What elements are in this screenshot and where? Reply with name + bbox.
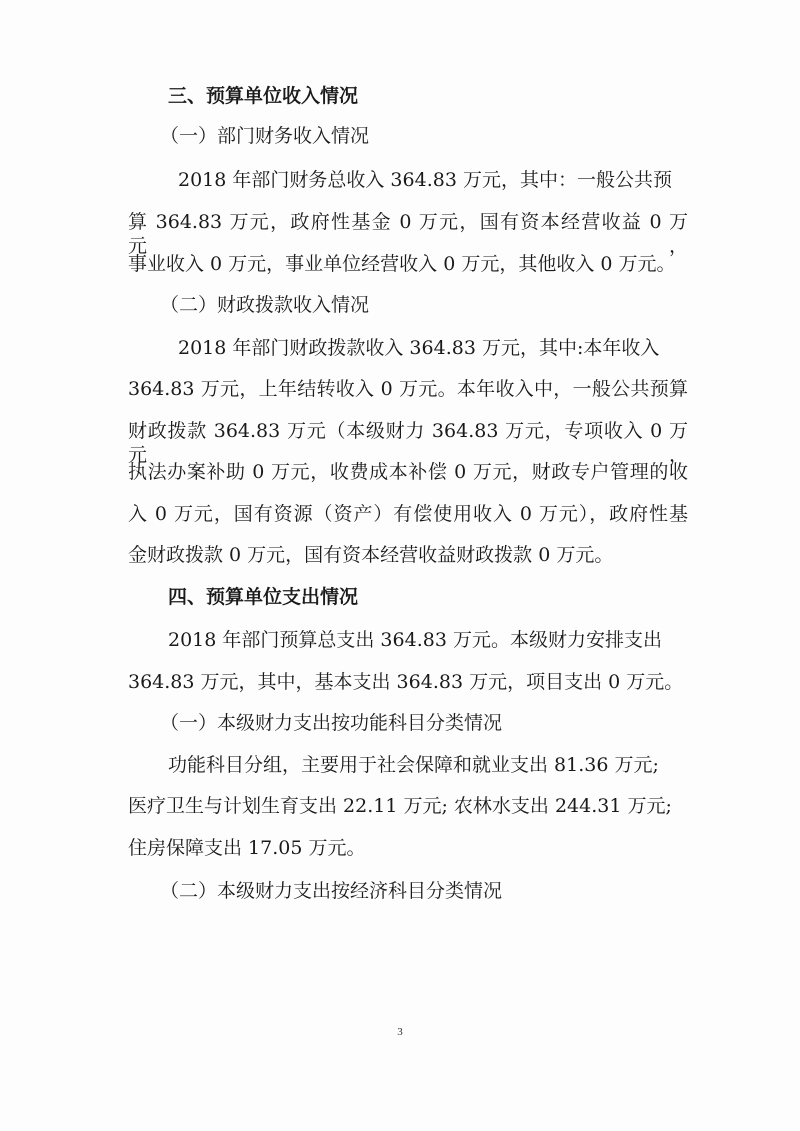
paragraph-line: 执法办案补助 0 万元，收费成本补偿 0 万元，财政专户管理的收 (128, 461, 688, 483)
paragraph-line: 算 364.83 万元，政府性基金 0 万元，国有资本经营收益 0 万元， (128, 211, 688, 257)
paragraph-line: 2018 年部门预算总支出 364.83 万元。本级财力安排支出 (168, 629, 662, 651)
paragraph-line: 2018 年部门财务总收入 364.83 万元，其中：一般公共预 (178, 169, 672, 191)
subheading-economic-classification: （二）本级财力支出按经济科目分类情况 (160, 880, 503, 902)
paragraph-line: 入 0 万元，国有资源（资产）有偿使用收入 0 万元），政府性基 (128, 503, 688, 525)
subheading-functional-classification: （一）本级财力支出按功能科目分类情况 (160, 712, 503, 734)
paragraph-line: 医疗卫生与计划生育支出 22.11 万元; 农林水支出 244.31 万元; (128, 795, 672, 817)
paragraph-line: 财政拨款 364.83 万元（本级财力 364.83 万元，专项收入 0 万元， (128, 420, 688, 466)
subheading-department-finance-income: （一）部门财务收入情况 (160, 125, 370, 147)
subheading-fiscal-appropriation-income: （二）财政拨款收入情况 (160, 294, 370, 316)
paragraph-line: 住房保障支出 17.05 万元。 (128, 837, 366, 859)
paragraph-line: 功能科目分组，主要用于社会保障和就业支出 81.36 万元; (168, 754, 659, 776)
paragraph-line: 364.83 万元，其中，基本支出 364.83 万元，项目支出 0 万元。 (128, 671, 684, 693)
paragraph-line: 364.83 万元，上年结转收入 0 万元。本年收入中，一般公共预算 (128, 378, 688, 400)
paragraph-line: 事业收入 0 万元，事业单位经营收入 0 万元，其他收入 0 万元。 (128, 253, 676, 275)
page-number: 3 (397, 1026, 403, 1038)
section-heading-income: 三、预算单位收入情况 (168, 85, 359, 107)
paragraph-line: 2018 年部门财政拨款收入 364.83 万元，其中:本年收入 (178, 337, 660, 359)
section-heading-expenditure: 四、预算单位支出情况 (168, 586, 359, 608)
paragraph-line: 金财政拨款 0 万元，国有资本经营收益财政拨款 0 万元。 (128, 544, 614, 566)
